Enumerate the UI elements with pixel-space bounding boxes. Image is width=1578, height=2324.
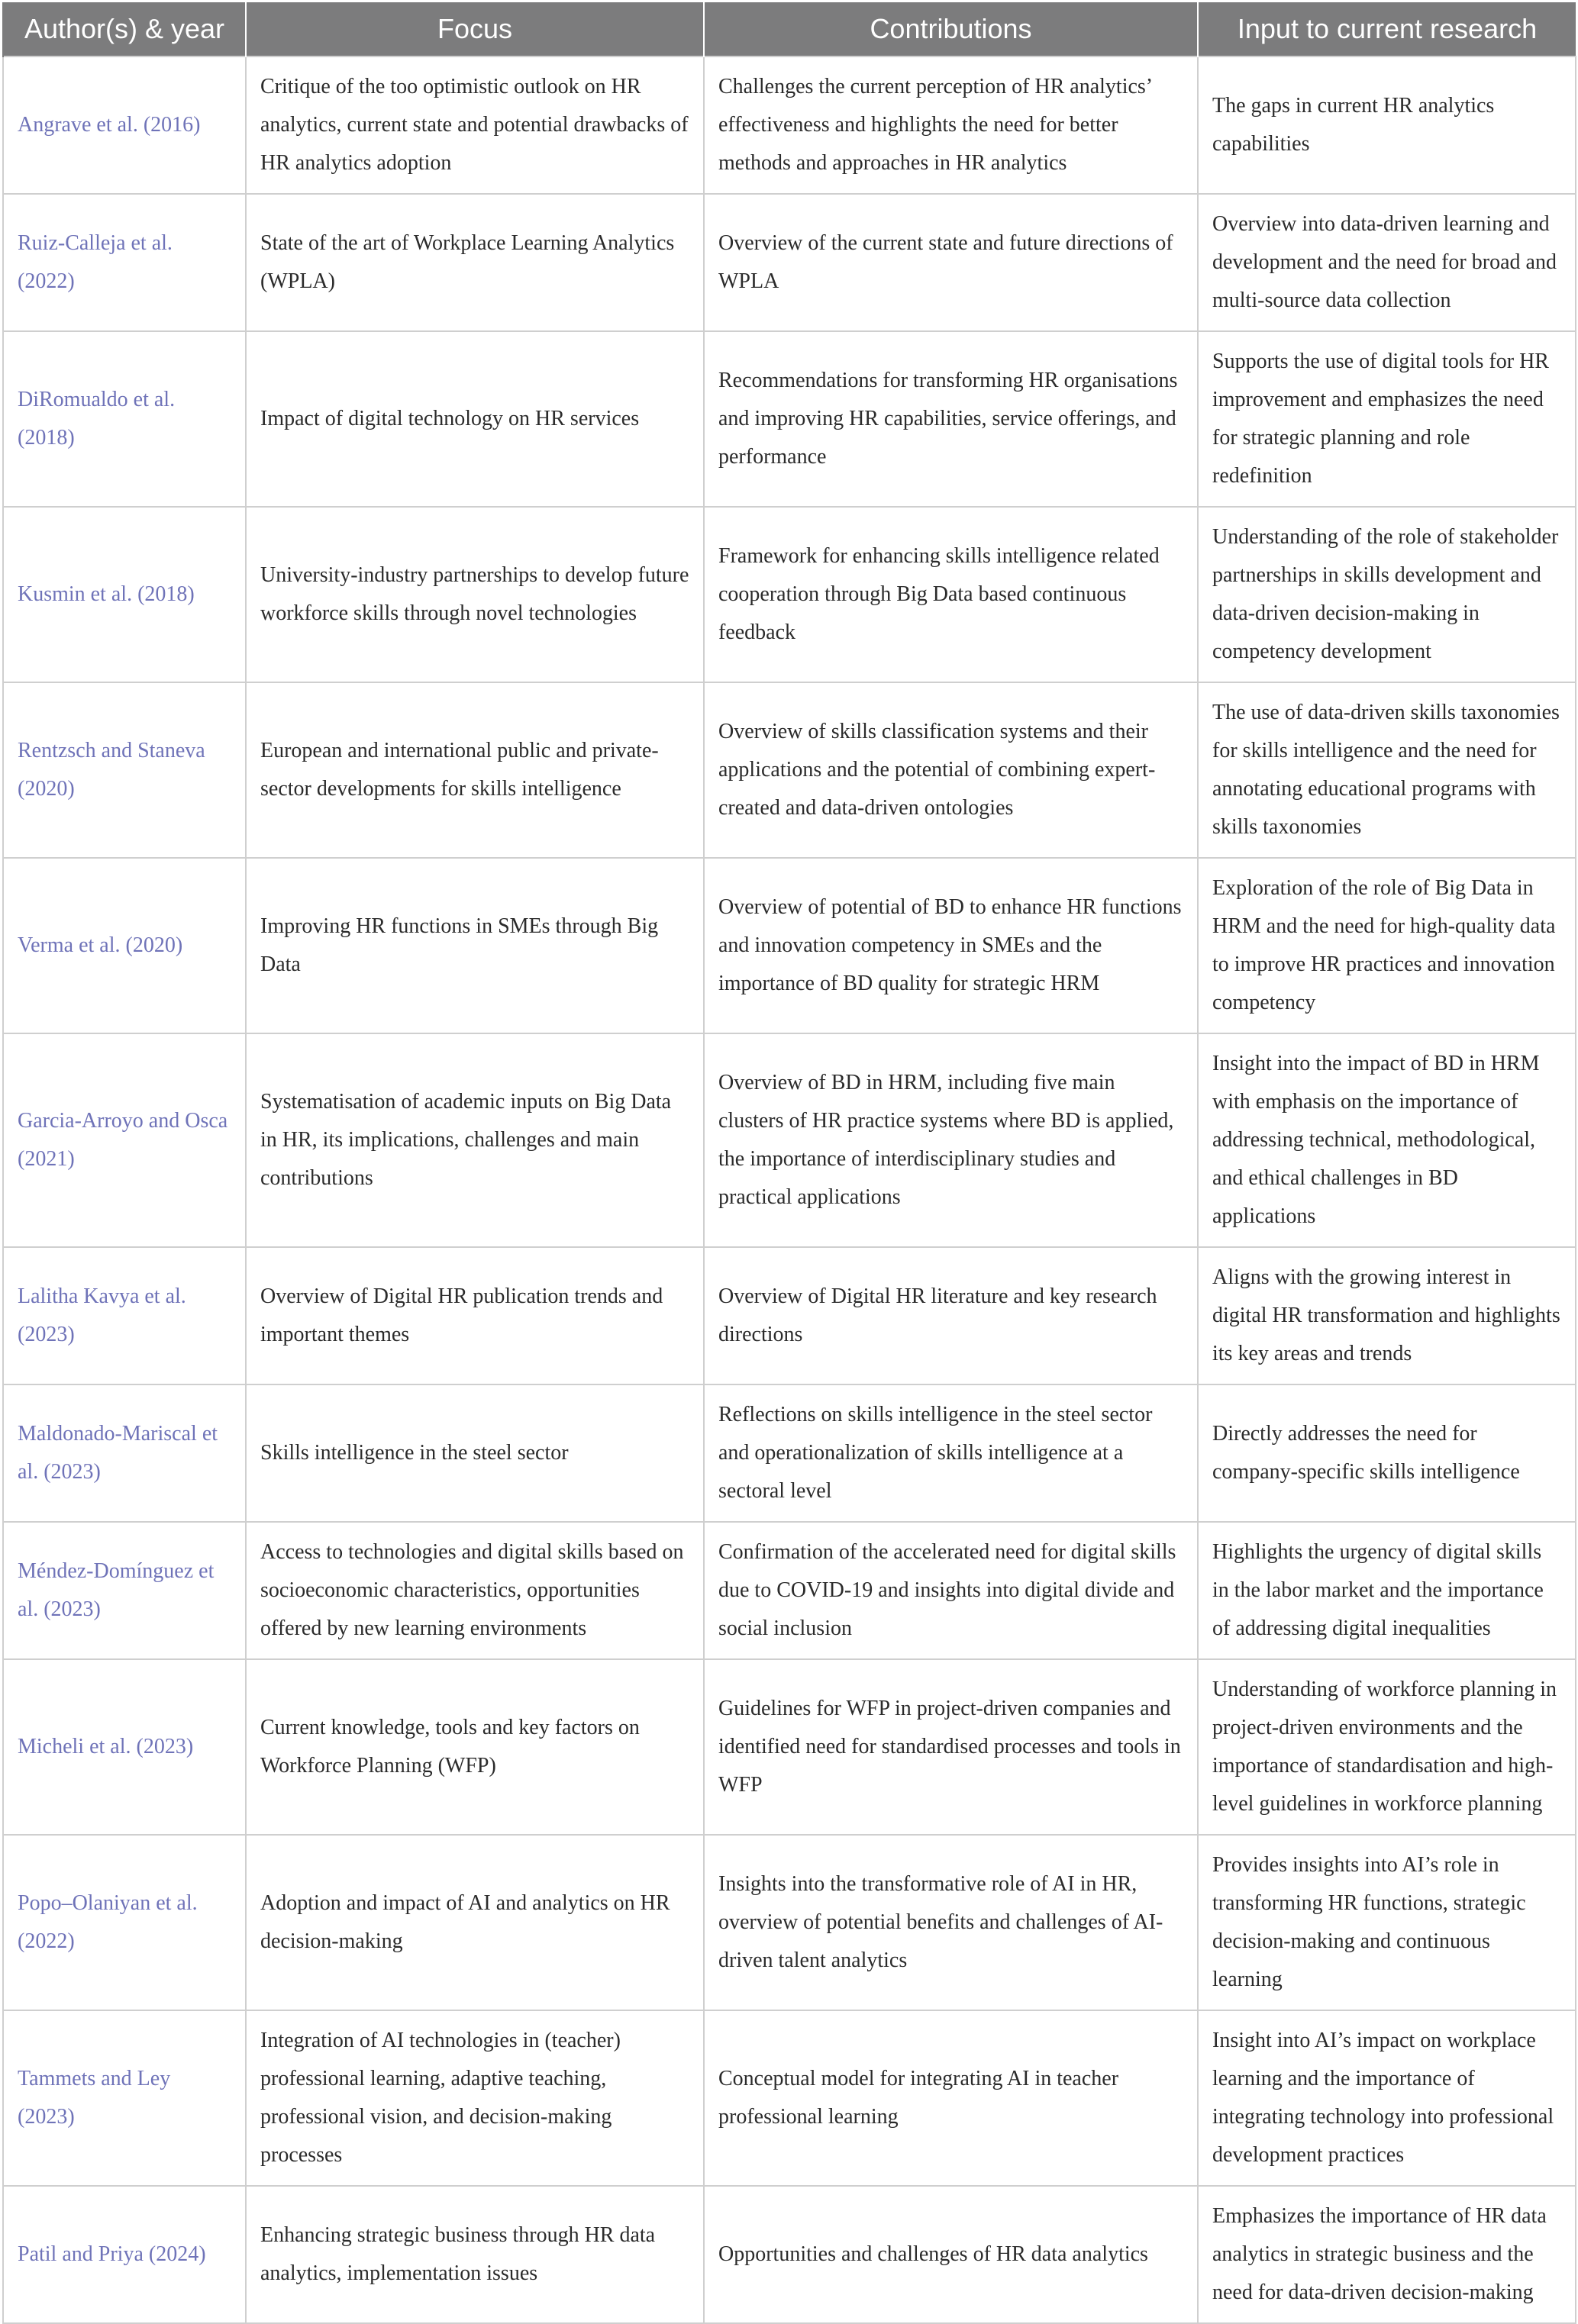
header-input: Input to current research (1198, 2, 1576, 56)
focus-cell: Enhancing strategic business through HR data analytics, implementation issues (246, 2186, 704, 2323)
focus-cell: Skills intelligence in the steel sector (246, 1384, 704, 1522)
table-row (3, 858, 1576, 1033)
table-row (3, 194, 1576, 331)
table-row (3, 2186, 1576, 2323)
input-cell: Provides insights into AI’s role in transforming HR functions, strategic decision-making and continuous learning (1198, 1835, 1576, 2010)
table-row (3, 1247, 1576, 1384)
contributions-cell: Reflections on skills intelligence in the steel sector and operationalization of skills intelligence at a sectoral level (704, 1384, 1198, 1522)
author-year-cell: Ruiz-Calleja et al. (2022) (3, 194, 246, 331)
focus-cell: Improving HR functions in SMEs through Big Data (246, 858, 704, 1033)
contributions-cell: Framework for enhancing skills intelligence related cooperation through Big Data based continuous feedback (704, 507, 1198, 682)
table-row (3, 56, 1576, 194)
table-row (3, 682, 1576, 858)
author-year-cell: Tammets and Ley (2023) (3, 2010, 246, 2186)
table-row (3, 1522, 1576, 1659)
table-row (3, 331, 1576, 507)
contributions-cell: Guidelines for WFP in project-driven companies and identified need for standardised processes and tools in WFP (704, 1659, 1198, 1835)
input-cell: Understanding of the role of stakeholder partnerships in skills development and data-driven decision-making in competency development (1198, 507, 1576, 682)
author-year-cell: Méndez-Domínguez et al. (2023) (3, 1522, 246, 1659)
focus-cell: Integration of AI technologies in (teacher) professional learning, adaptive teaching, professional vision, and decision-making processes (246, 2010, 704, 2186)
contributions-cell: Conceptual model for integrating AI in teacher professional learning (704, 2010, 1198, 2186)
table-row (3, 1033, 1576, 1247)
author-year-cell: Garcia-Arroyo and Osca (2021) (3, 1033, 246, 1247)
author-year-cell: Rentzsch and Staneva (2020) (3, 682, 246, 858)
contributions-cell: Overview of skills classification systems and their applications and the potential of combining expert-created and data-driven ontologies (704, 682, 1198, 858)
focus-cell: Current knowledge, tools and key factors on Workforce Planning (WFP) (246, 1659, 704, 1835)
input-cell: Directly addresses the need for company-specific skills intelligence (1198, 1384, 1576, 1522)
contributions-cell: Overview of BD in HRM, including five main clusters of HR practice systems where BD is applied, the importance of interdisciplinary studies and practical applications (704, 1033, 1198, 1247)
contributions-cell: Recommendations for transforming HR organisations and improving HR capabilities, service offerings, and performance (704, 331, 1198, 507)
author-year-cell: Maldonado-Mariscal et al. (2023) (3, 1384, 246, 1522)
literature-review-table (2, 2, 1576, 2324)
contributions-cell: Confirmation of the accelerated need for digital skills due to COVID-19 and insights into digital divide and social inclusion (704, 1522, 1198, 1659)
contributions-cell: Overview of the current state and future directions of WPLA (704, 194, 1198, 331)
input-cell: Highlights the urgency of digital skills in the labor market and the importance of addressing digital inequalities (1198, 1522, 1576, 1659)
contributions-cell: Overview of potential of BD to enhance HR functions and innovation competency in SMEs and the importance of BD quality for strategic HRM (704, 858, 1198, 1033)
focus-cell: Impact of digital technology on HR services (246, 331, 704, 507)
contributions-cell: Opportunities and challenges of HR data analytics (704, 2186, 1198, 2323)
focus-cell: Access to technologies and digital skills based on socioeconomic characteristics, opportunities offered by new learning environments (246, 1522, 704, 1659)
author-year-cell: Micheli et al. (2023) (3, 1659, 246, 1835)
focus-cell: University-industry partnerships to develop future workforce skills through novel technologies (246, 507, 704, 682)
focus-cell: Systematisation of academic inputs on Big Data in HR, its implications, challenges and main contributions (246, 1033, 704, 1247)
header-author-year: Author(s) & year (3, 2, 246, 56)
input-cell: The use of data-driven skills taxonomies for skills intelligence and the need for annotating educational programs with skills taxonomies (1198, 682, 1576, 858)
author-year-cell: Angrave et al. (2016) (3, 56, 246, 194)
author-year-cell: Lalitha Kavya et al. (2023) (3, 1247, 246, 1384)
input-cell: Emphasizes the importance of HR data analytics in strategic business and the need for data-driven decision-making (1198, 2186, 1576, 2323)
table-row (3, 507, 1576, 682)
contributions-cell: Insights into the transformative role of AI in HR, overview of potential benefits and challenges of AI-driven talent analytics (704, 1835, 1198, 2010)
header-contributions: Contributions (704, 2, 1198, 56)
author-year-cell: Kusmin et al. (2018) (3, 507, 246, 682)
input-cell: Overview into data-driven learning and development and the need for broad and multi-source data collection (1198, 194, 1576, 331)
input-cell: Supports the use of digital tools for HR improvement and emphasizes the need for strategic planning and role redefinition (1198, 331, 1576, 507)
author-year-cell: Popo–Olaniyan et al. (2022) (3, 1835, 246, 2010)
table-row (3, 1835, 1576, 2010)
author-year-cell: Verma et al. (2020) (3, 858, 246, 1033)
input-cell: Insight into the impact of BD in HRM with emphasis on the importance of addressing technical, methodological, and ethical challenges in BD applications (1198, 1033, 1576, 1247)
input-cell: Understanding of workforce planning in project-driven environments and the importance of standardisation and high-level guidelines in workforce planning (1198, 1659, 1576, 1835)
header-focus: Focus (246, 2, 704, 56)
focus-cell: Adoption and impact of AI and analytics on HR decision-making (246, 1835, 704, 2010)
focus-cell: State of the art of Workplace Learning Analytics (WPLA) (246, 194, 704, 331)
input-cell: Aligns with the growing interest in digital HR transformation and highlights its key areas and trends (1198, 1247, 1576, 1384)
focus-cell: Critique of the too optimistic outlook on HR analytics, current state and potential drawbacks of HR analytics adoption (246, 56, 704, 194)
input-cell: Insight into AI’s impact on workplace learning and the importance of integrating technology into professional development practices (1198, 2010, 1576, 2186)
table-row (3, 1384, 1576, 1522)
focus-cell: European and international public and private-sector developments for skills intelligence (246, 682, 704, 858)
focus-cell: Overview of Digital HR publication trends and important themes (246, 1247, 704, 1384)
table-header-row (3, 2, 1576, 56)
author-year-cell: Patil and Priya (2024) (3, 2186, 246, 2323)
contributions-cell: Challenges the current perception of HR analytics’ effectiveness and highlights the need for better methods and approaches in HR analytics (704, 56, 1198, 194)
table-row (3, 2010, 1576, 2186)
author-year-cell: DiRomualdo et al. (2018) (3, 331, 246, 507)
input-cell: The gaps in current HR analytics capabilities (1198, 56, 1576, 194)
table-row (3, 1659, 1576, 1835)
input-cell: Exploration of the role of Big Data in HRM and the need for high-quality data to improve HR practices and innovation competency (1198, 858, 1576, 1033)
contributions-cell: Overview of Digital HR literature and key research directions (704, 1247, 1198, 1384)
